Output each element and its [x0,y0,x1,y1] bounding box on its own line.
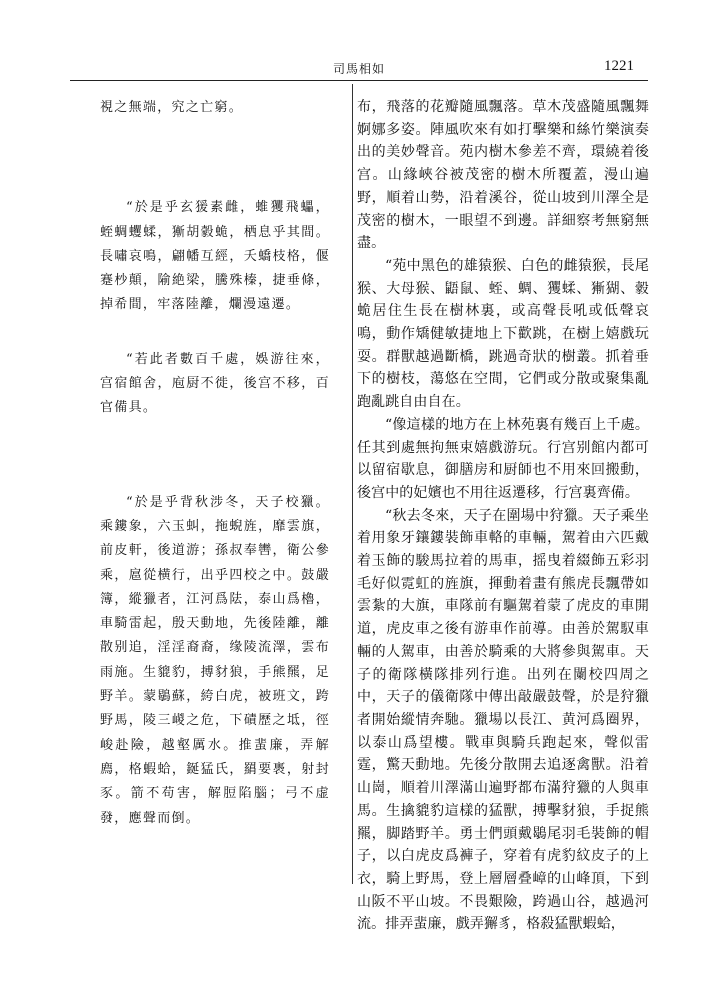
original-paragraph: “於是乎背秋涉冬，天子校獵。乘鏤象，六玉虯，拖蜺旌，靡雲旗，前皮軒，後道游；孫叔奉轡，衛公參乘，扈從横行，出乎四校之中。鼓嚴簿，縱獵者，江河爲阹，泰山爲櫓，車騎雷起，殷天動地，先後陸離，離散别追，淫淫裔裔，缘陵流澤，雲布雨施。生貔豹，搏豺狼，手熊羆，足野羊。蒙鶡蘇，絝白虎，被班文，跨野馬，陵三嵕之危，下磧歷之坻，徑峻赴險，越壑厲水。推蜚廉，弄解廌，格蝦蛤，鋋猛氏，羂要褭，射封豕。箭不苟害，解脰陷腦；弓不虚發，應聲而倒。 [100,494,330,826]
running-title: 司馬相如 [332,62,385,76]
page-number: 1221 [604,58,634,74]
original-paragraph: “於是乎玄猨素雌，蜼玃飛蠝，蛭蜩蠼蝚，獑胡豰蛫，栖息乎其間。長嘯哀鳴，翩幡互經，夭蟜枝格，偃蹇杪顛，隃絶梁，騰殊榛，捷垂條，掉希間，牢落陸離，爛漫遠遷。 [100,200,330,313]
original-paragraph: “若此者數百千處，娛游往來，宫宿館舍，庖厨不徙，後宫不移，百官備具。 [100,351,330,416]
translation-column [357,96,649,936]
translation-paragraph: 布，飛落的花瓣隨風飄落。草木茂盛隨風飄舞婀娜多姿。陣風吹來有如打擊樂和絲竹樂演奏出的美妙聲音。苑内樹木參差不齊，環繞着後宫。山緣峽谷被茂密的樹木所覆蓋，漫山遍野，順着山勢，沿着溪谷，從山坡到川澤全是茂密的樹木，一眼望不到邊。詳細察考無窮無盡。 [357,99,649,252]
column-divider [352,84,353,884]
translation-paragraph: “秋去冬來，天子在圍場中狩獵。天子乘坐着用象牙鑲鏤裝飾車輅的車輛，駕着由六匹戴着玉飾的駿馬拉着的馬車，摇曳着綴飾五彩羽毛好似霓虹的旌旗，揮動着畫有熊虎長飄帶如雲紮的大旗，車隊前有驅駕着蒙了虎皮的車開道，虎皮車之後有游車作前導。由善於駕馭車輛的人駕車，由善於騎乘的大將參與駕車。天子的衛隊橫隊排列行進。出列在闌校四周之中，天子的儀衛隊中傳出敲嚴鼓聲，於是狩獵者開始縱情奔馳。獵場以長江、黄河爲圈界，以泰山爲望樓。戰車與騎兵跑起來，聲似雷霆，驚天動地。先後分散開去追逐禽獸。沿着山崗，順着川澤滿山遍野都布滿狩獵的人與車馬。生擒貔豹這樣的猛獸，搏擊豺狼，手捉熊羆，脚踏野羊。勇士們頭戴鶡尾羽毛裝飾的帽子，以白虎皮爲褲子，穿着有虎豹紋皮子的上衣，騎上野馬，登上層層叠嶂的山峰頂，下到山阪不平山坡。不畏艱險，跨過山谷，越過河流。排弄蜚廉，戲弄獬豸，格殺猛獸蝦蛤， [357,507,649,933]
translation-paragraph: “苑中黑色的雄猿猴、白色的雌猿猴，長尾猴、大母猴、鼯鼠、蛭、蜩、玃蝚、獑猢、豰蛫居住生長在樹林裏，或高聲長吼或低聲哀鳴，動作矯健敏捷地上下歡跳，在樹上嬉戲玩耍。群獸越過斷橋，跳過奇狀的樹叢。抓着垂下的樹枝，蕩悠在空間，它們或分散或聚集亂跑亂跳自由自在。 [357,257,649,411]
page-header [70,58,648,80]
header-rule [70,80,648,81]
translation-paragraph: “像這樣的地方在上林苑裏有幾百上千處。任其到處無拘無束嬉戲游玩。行宫别館内都可以留宿歇息，御膳房和厨師也不用來回搬動，後宫中的妃嬪也不用往返遷移，行宫裏齊備。 [357,416,649,501]
original-paragraph: 視之無端，究之亡窮。 [100,100,244,115]
original-text-column [100,96,330,831]
